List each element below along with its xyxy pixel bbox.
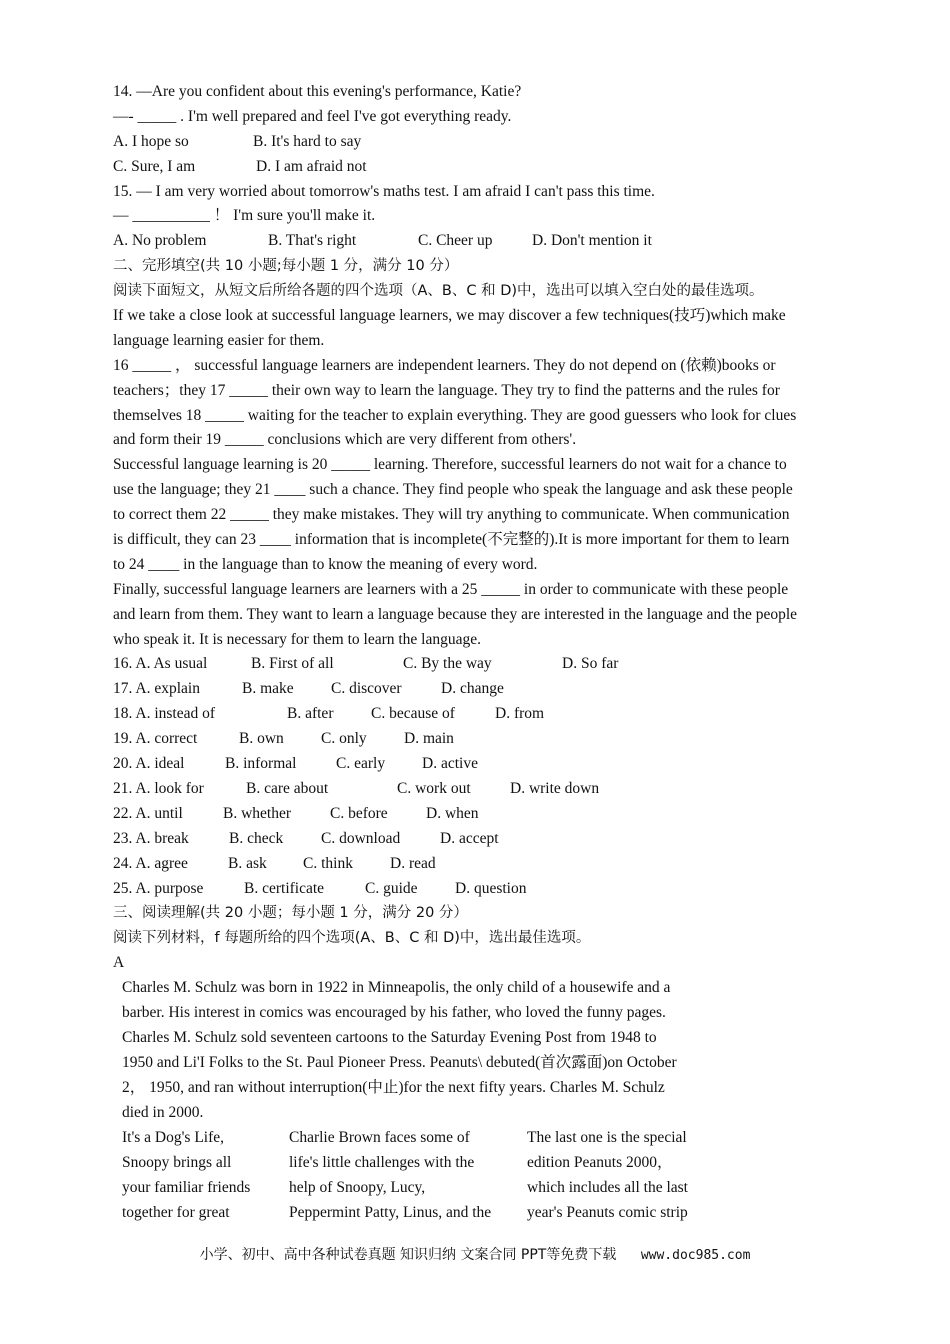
option-row-23 xyxy=(113,827,863,852)
reading-passage xyxy=(122,976,722,1125)
section3-instruction: 阅读下列材料，f 每题所给的四个选项(A、B、C 和 D)中，选出最佳选项。 xyxy=(113,930,591,947)
option: C. discover xyxy=(331,680,402,698)
option: A. No problem xyxy=(113,232,207,250)
footer-url[interactable]: www.doc985.com xyxy=(640,1248,751,1263)
option: D. Don't mention it xyxy=(532,232,652,250)
option-row-24 xyxy=(113,852,863,877)
passage-line: died in 2000. xyxy=(122,1103,204,1121)
q15-options xyxy=(113,229,863,254)
column-line: year's Peanuts comic strip xyxy=(527,1204,688,1222)
option: B. after xyxy=(287,705,334,723)
footer-text: 小学、初中、高中各种试卷真题 知识归纳 文案合同 PPT等免费下载 xyxy=(199,1247,617,1263)
section2-instruction: 阅读下面短文，从短文后所给各题的四个选项（A、B、C 和 D)中，选出可以填入空白处的最佳选项。 xyxy=(113,283,764,300)
section2-heading: 二、完形填空(共 10 小题;每小题 1 分，满分 10 分） xyxy=(113,258,459,275)
option: 22. A. until xyxy=(113,804,183,822)
option: C. before xyxy=(330,804,388,822)
option: D. when xyxy=(426,804,479,822)
passage-line: themselves 18 _____ waiting for the teacher to explain everything. They are good guessers who look for clues xyxy=(113,406,797,424)
cloze-passage xyxy=(113,304,863,652)
passage-line: Charles M. Schulz sold seventeen cartoons to the Saturday Evening Post from 1948 to xyxy=(122,1028,657,1046)
option: D. So far xyxy=(562,655,619,673)
column-line: Snoopy brings all xyxy=(122,1154,232,1172)
q15-question: 15. — I am very worried about tomorrow's maths test. I am afraid I can't pass this time. xyxy=(113,182,655,200)
option: D. accept xyxy=(440,829,499,847)
option-row-18 xyxy=(113,702,863,727)
option: 20. A. ideal xyxy=(113,755,185,773)
option-row-22 xyxy=(113,802,863,827)
part-label: A xyxy=(113,954,125,972)
column-line: which includes all the last xyxy=(527,1179,688,1197)
option: C. Sure, I am xyxy=(113,157,196,175)
option-row-16 xyxy=(113,652,863,677)
column-1 xyxy=(122,1125,289,1225)
option: 18. A. instead of xyxy=(113,705,216,723)
option: B. That's right xyxy=(268,232,357,250)
option: 25. A. purpose xyxy=(113,879,204,897)
passage-line: use the language; they 21 ____ such a chance. They find people who speak the language and ask these people xyxy=(113,481,793,499)
column-line: your familiar friends xyxy=(122,1179,251,1197)
option: C. only xyxy=(321,730,367,748)
option: D. question xyxy=(455,879,527,897)
column-3 xyxy=(527,1125,727,1225)
passage-line: to correct them 22 _____ they make mistakes. They will try anything to communicate. When communication xyxy=(113,506,790,524)
passage-line: language learning easier for them. xyxy=(113,331,325,349)
option: C. By the way xyxy=(403,655,492,673)
q14-options-row1 xyxy=(113,130,863,155)
option: B. First of all xyxy=(251,655,334,673)
option: C. think xyxy=(303,854,353,872)
option: A. I hope so xyxy=(113,132,189,150)
column-line: life's little challenges with the xyxy=(289,1154,475,1172)
column-2 xyxy=(289,1125,527,1225)
option: C. guide xyxy=(365,879,418,897)
q14-question: 14. —Are you confident about this evening's performance, Katie? xyxy=(113,83,522,100)
option-row-17 xyxy=(113,677,863,702)
option: D. read xyxy=(390,854,436,872)
section3-heading: 三、阅读理解(共 20 小题；每小题 1 分，满分 20 分） xyxy=(113,905,468,922)
column-line: edition Peanuts 2000， xyxy=(527,1154,673,1172)
column-line: It's a Dog's Life, xyxy=(122,1129,225,1147)
option: D. main xyxy=(404,730,454,748)
passage-line: 2， 1950, and ran without interruption(中止)for the next fifty years. Charles M. Schulz xyxy=(122,1078,665,1096)
cloze-options xyxy=(113,652,863,901)
q15-answer: — __________ ！ I'm sure you'll make it. xyxy=(113,207,376,225)
option: B. certificate xyxy=(244,879,325,897)
passage-line: to 24 ____ in the language than to know the meaning of every word. xyxy=(113,555,538,573)
page-footer xyxy=(0,1244,950,1264)
passage-line: If we take a close look at successful language learners, we may discover a few techniques(技巧)which make xyxy=(113,307,786,325)
option: B. informal xyxy=(225,755,297,773)
option: B. care about xyxy=(246,779,329,797)
option: B. check xyxy=(229,829,284,847)
option: D. active xyxy=(422,755,478,773)
option-row-25 xyxy=(113,877,863,902)
option: C. download xyxy=(321,829,401,847)
column-line: Peppermint Patty, Linus, and the xyxy=(289,1204,492,1222)
product-columns xyxy=(122,1125,863,1225)
option: B. ask xyxy=(228,854,267,872)
option: D. I am afraid not xyxy=(256,157,367,175)
column-line: The last one is the special xyxy=(527,1129,687,1147)
passage-line: who speak it. It is necessary for them to learn the language. xyxy=(113,630,482,648)
option: B. whether xyxy=(223,804,292,822)
passage-line: 16 _____ ， successful language learners are independent learners. They do not depend on (依赖)books or xyxy=(113,356,776,374)
option: B. own xyxy=(239,730,284,748)
option: D. from xyxy=(495,705,545,723)
passage-line: teachers；they 17 _____ their own way to learn the language. They try to find the patterns and the rules for xyxy=(113,381,780,399)
option: C. because of xyxy=(371,705,455,723)
option: D. write down xyxy=(510,779,600,797)
option-row-19 xyxy=(113,727,863,752)
option: B. make xyxy=(242,680,294,698)
column-line: Charlie Brown faces some of xyxy=(289,1129,470,1147)
passage-line: 1950 and Li'I Folks to the St. Paul Pioneer Press. Peanuts\ debuted(首次露面)on October xyxy=(122,1053,677,1071)
passage-line: and form their 19 _____ conclusions which are very different from others'. xyxy=(113,431,577,449)
passage-line: Successful language learning is 20 _____ learning. Therefore, successful learners do not wait for a chance to xyxy=(113,456,787,474)
passage-line: barber. His interest in comics was encouraged by his father, who loved the funny pages. xyxy=(122,1003,666,1021)
option: C. Cheer up xyxy=(418,232,493,250)
column-line: help of Snoopy, Lucy, xyxy=(289,1179,426,1197)
option-row-20 xyxy=(113,752,863,777)
passage-line: Finally, successful language learners are learners with a 25 _____ in order to communicate with these people xyxy=(113,580,789,598)
option-row-21 xyxy=(113,777,863,802)
column-line: together for great xyxy=(122,1204,230,1222)
passage-line: Charles M. Schulz was born in 1922 in Minneapolis, the only child of a housewife and a xyxy=(122,979,671,997)
passage-line: and learn from them. They want to learn a language because they are interested in the language and the people xyxy=(113,605,798,623)
option: 24. A. agree xyxy=(113,854,188,872)
option: C. work out xyxy=(397,779,471,797)
option: B. It's hard to say xyxy=(253,132,362,150)
option: 23. A. break xyxy=(113,829,189,847)
q14-answer: —- _____ . I'm well prepared and feel I've got everything ready. xyxy=(113,107,512,125)
option: 21. A. look for xyxy=(113,779,204,797)
option: 16. A. As usual xyxy=(113,655,208,673)
option: D. change xyxy=(441,680,504,698)
passage-line: is difficult, they can 23 ____ information that is incomplete(不完整的).It is more important for them to learn xyxy=(113,531,790,549)
option: 17. A. explain xyxy=(113,680,200,698)
option: 19. A. correct xyxy=(113,730,198,748)
exam-content xyxy=(113,80,863,1225)
q14-options-row2 xyxy=(113,155,863,180)
option: C. early xyxy=(336,755,386,773)
